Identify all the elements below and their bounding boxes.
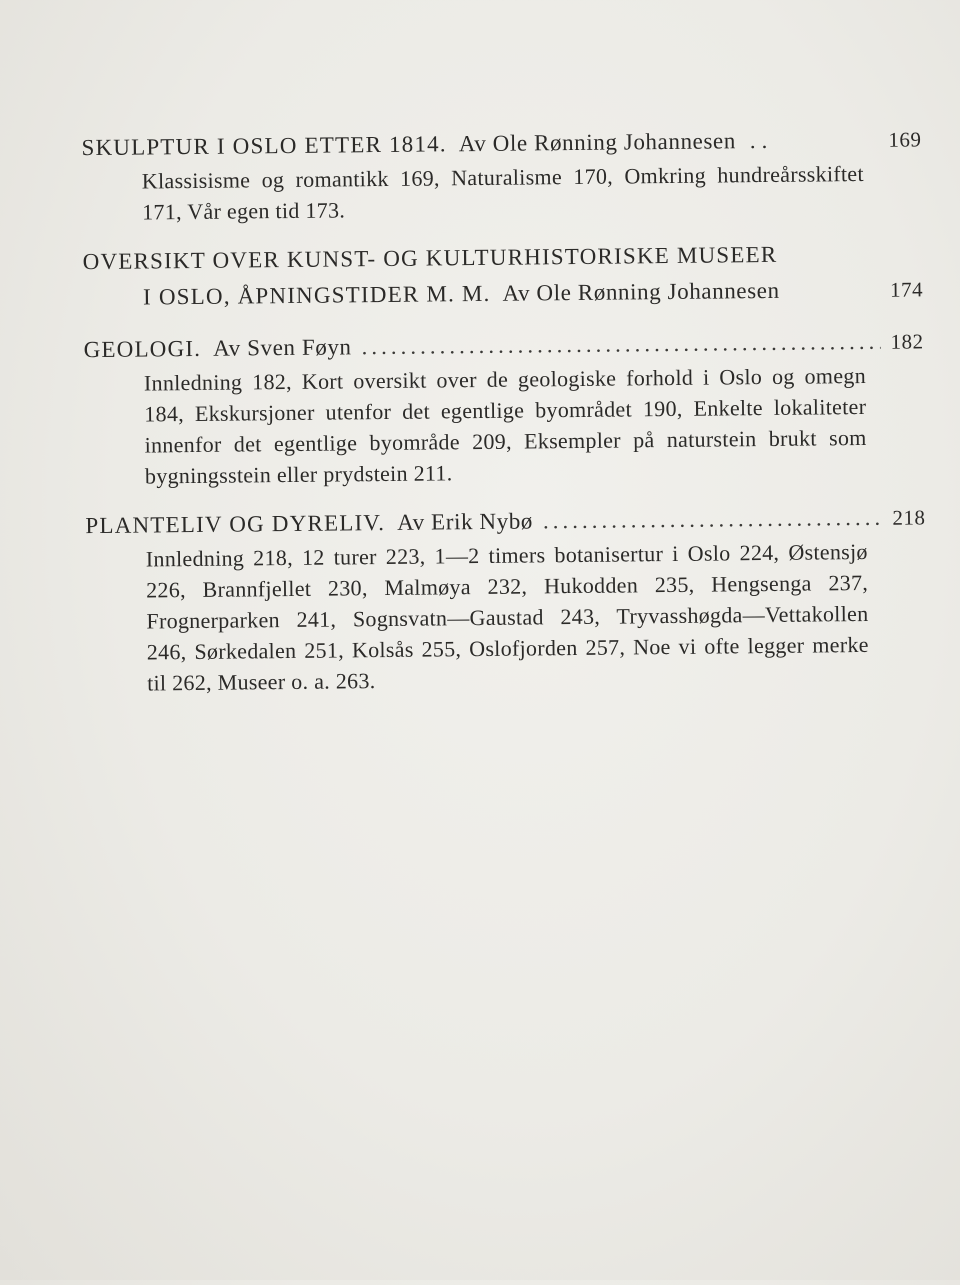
entry-subsections: Klassisisme og romantikk 169, Naturalisme 170, Omkring hundreårsskiftet 171, Vår egen tid 173. <box>141 160 864 225</box>
entry-author: Av Ole Rønning Johannesen <box>458 128 736 157</box>
entry-page-number: 182 <box>890 329 924 354</box>
table-of-contents <box>81 121 927 715</box>
entry-title: PLANTELIV OG DYRELIV. <box>85 510 386 539</box>
toc-entry-oversikt <box>83 235 924 316</box>
entry-title: GEOLOGI. <box>83 335 202 363</box>
entry-subsections: Innledning 182, Kort oversikt over de geologiske forhold i Oslo og omegn 184, Ekskursjoner utenfor det egentlige byområdet 190, Enkelte lokaliteter innenfor det egentlige byområde 209, Eksempler på naturstein brukt som bygningsstein eller prydstein 211. <box>143 362 867 489</box>
entry-title: SKULPTUR I OSLO ETTER 1814. <box>81 131 447 161</box>
entry-title-line1: OVERSIKT OVER KUNST- OG KULTURHISTORISKE MUSEER <box>82 241 778 275</box>
entry-author: Av Erik Nybø <box>397 508 534 535</box>
toc-entry-skulptur <box>81 121 922 228</box>
entry-page-number: 218 <box>892 505 926 530</box>
toc-entry-heading-continued <box>143 271 923 315</box>
dot-leader <box>361 324 880 365</box>
entry-page-number: 174 <box>889 277 924 302</box>
dot-leader <box>543 500 883 540</box>
toc-entry-planteliv <box>85 499 927 699</box>
entry-author: Av Ole Rønning Johannesen <box>502 277 780 306</box>
entry-leader: .. <box>749 127 774 154</box>
toc-entry-geologi <box>83 323 925 492</box>
entry-author: Av Sven Føyn <box>213 334 352 361</box>
entry-subsections: Innledning 218, 12 turer 223, 1—2 timers botanisertur i Oslo 224, Østensjø 226, Brannfjellet 230, Malmøya 232, Hukodden 235, Hengsenga 237, Frognerparken 241, Sognsvatn—Gaustad 243, Tryvasshøgda—Vettakollen 246, Sørkedalen 251, Kolsås 255, Oslofjorden 257, Noe vi ofte legger merke til 262, Museer o. a. 263. <box>145 538 869 696</box>
entry-page-number: 169 <box>888 127 922 152</box>
entry-title-line2: I OSLO, ÅPNINGSTIDER M. M. <box>142 280 491 310</box>
